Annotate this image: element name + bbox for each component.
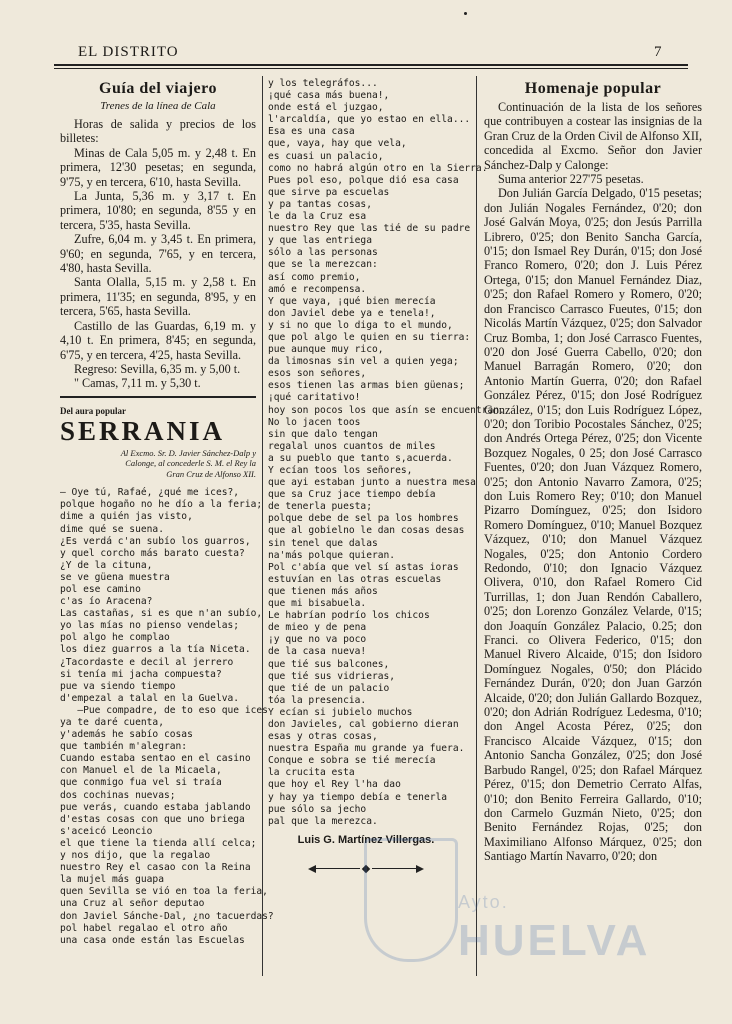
column-divider-left: [262, 76, 263, 976]
guia-paragraph: La Junta, 5,36 m. y 3,17 t. En primera, 10'80; en segunda, 8'55 y en tercera, 5'35, hasta Sevilla.: [60, 189, 256, 232]
homenaje-previous-sum: Suma anterior 227'75 pesetas.: [498, 172, 644, 187]
page-number: 7: [654, 44, 662, 60]
header-rule: [54, 64, 688, 66]
serrania-title: SERRANIA: [60, 415, 226, 446]
guia-paragraph: " Camas, 7,11 m. y 5,30 t.: [74, 376, 201, 391]
guia-paragraph: Minas de Cala 5,05 m. y 2,48 t. En primera, 12'30 pesetas; en segunda, 9'75, y en tercera, 6'10, hasta Sevilla.: [60, 145, 256, 189]
serrania-dedication: Al Excmo. Sr. D. Javier Sánchez-Dalp y Calonge, al concederle S. M. el Rey la Gran Cruz de Alfonso XII.: [120, 447, 256, 479]
homenaje-title: Homenaje popular: [524, 80, 662, 97]
watermark-line-1: Ayto.: [458, 892, 509, 912]
poem-author: Luis G. Martínez Villergas.: [297, 833, 435, 846]
guia-paragraph: Zufre, 6,04 m. y 3,45 t. En primera, 9'60; en segunda, 7'65, y en tercera, 4'80, hasta Sevilla.: [60, 232, 256, 276]
print-speck: [464, 12, 467, 15]
guia-body: [60, 117, 256, 391]
coat-of-arms-icon: [364, 838, 458, 962]
guia-title: Guía del viajero: [99, 80, 217, 97]
serrania-verse-part-1: – Oye tú, Rafaé, ¿qué me ices?, polque hogaño no he dío a la feria; dime a quién jas visto, dime qué se suena. ¿Es verdá c'an subío los guarros, y quel corcho más barato cuesta? ¿Y de la cituna, se ve güena muestra pol ese camino c'as ío Aracena? Las castañas, si es que n'an subío, yo las mías no pienso vendelas; pol algo he complao los diez guarros a la tía Niceta. ¿Tacordaste e decil al jerrero si tenía mi jacha compuesta? pue va siendo tiempo d'empezal a talal en la Guelva. —Pue compadre, de to eso que ices ya te daré cuenta, y'además he sabío cosas que también m'alegran: Cuando estaba sentao en el casino con Manuel el de la Micaela, que conmigo fua vel si traía dos cochinas nuevas; pue verás, cuando estaba jablando d'estas cosas con que uno briega s'aceicó Leoncio el que tiene la tienda allí celca; y nos dijo, que la regalao nuestro Rey el casao con la Reina la mujel más guapa quen Sevilla se vió en toa la feria, una Cruz al señor deputao don Javiel Sánche-Dal, ¿no tacuerdas? pol habel regalao el otro año una casa onde están las Escuelas: [60, 487, 274, 946]
serrania-label: Del aura popular: [60, 405, 127, 416]
newspaper-title: EL DISTRITO: [78, 44, 179, 60]
guia-subtitle: Trenes de la línea de Cala: [100, 100, 216, 112]
guia-paragraph: Regreso: Sevilla, 6,35 m. y 5,00 t.: [74, 361, 241, 376]
column-middle: [268, 78, 505, 876]
homenaje-intro: Continuación de la lista de los señores que contribuyen a costear las insignias de la Gran Cruz de la Orden Civil de Alfonso XII, concedida al Excmo. Señor don Javier Sánchez-Dalp y Calonge:: [484, 100, 702, 172]
guia-paragraph: Santa Olalla, 5,15 m. y 2,58 t. En primera, 11'35; en segunda, 8'95, y en tercera, 5'65, hasta Sevilla.: [60, 275, 256, 319]
archive-watermark: [340, 830, 670, 1010]
ornament-arrow-left-icon: [308, 865, 316, 873]
homenaje-body: [484, 100, 702, 864]
header-rule-thin: [54, 68, 688, 69]
watermark-line-2: HUELVA: [458, 916, 651, 965]
homenaje-contributor-list: Don Julián García Delgado, 0'15 pesetas; don Julián Nogales Fernández, 0'20; don José Galván Moya, 0'25; don Jesús Parrilla Librero, 0'25; don Benito Sancha García, 0'15; don Ismael Rey Durán, 0'15; don José Franco Romero, 0'20; don J. Luis Pérez Ortega, 0'15; don Manuel Fernández Diaz, 0'25; don Rafael Romero y Romero, 0'20; don Francisco Carrasco Fueutes, 0'15; don Nicolás Martín Vázquez, 0'25; don Salvador Cruz Bomba, 1; don José Carrasco Fuentes, 0'20 don José Guerra Cabello, 0'20; don Manuel Barragán Romero, 0'20; don Antonio Martín Guerra, 0'20; don Rafael González Pérez, 0'15; don José Rodríguez González, 0'15; don Luis Rodríguez López, 0'20; don Toribio Pocostales Sánchez, 0'25; don Andrés Ortega Pérez, 0'25; don Vicente Bozquez Nogales, 0 25; don José Carrasco Fuentes, 0'20; don Juan Vázquez Romero, 0'25; don Antonio Navarro Zamora, 0'25; don Luis Romero Rey; 0'10; don Manuel Pizarro Domínguez, 0'25; don Isidoro Romero Domínguez, 0'10; Manuel Bozquez Vázquez, 0'10; don Manuel Vázquez Nogales, 0'25; don Antonio Cordero Redondo, 0'10; don Ignacio Vázquez Olivera, 0'10, don Rafael Romero Cid Turrillas, 1; don Juan Rendón Caballero, 0'25; don Lorenzo González Velarde, 0'15; don Joaquín González Palacio, 0.25; don Franci. co Olivera Federico, 0'15; don Manuel Rivero Alcaide, 0'15; don Isidoro Domínguez Nogales, 0'50; don Plácido Fernández Durán, 0'20; don Juan Garzón Alcaide, 0'20; don Julián Gallardo Bozquez, 0'20; don Adrián Rodríguez Ledesma, 0'10; don Angel Acosta Pérez, 0'25; don Francisco Alcaide Vázquez, 0'15; don Antonio Sancha González, 0'25; don José Barbudo Rangel, 0'25; don Rafael Márquez Pérez, 0'15; don Demetrio Cerrato Alfas, 0'10; don Benito Ferreira Gallardo, 0'10; don Carmelo Guzmán Nieto, 0'25; don Benito Fernández Rojas, 0'25; don Maximiliano Alfonso Márquez, 0'25; don Santiago Martín Navarro, 0'20; don: [484, 186, 702, 864]
guia-paragraph: Castillo de las Guardas, 6,19 m. y 4,10 t. En primera, 8'45; en segunda, 6'75, y en tercera, 4'25, hasta Sevilla.: [60, 318, 256, 362]
column-left: [60, 78, 274, 947]
column-right: [484, 78, 702, 864]
serrania-verse-part-2: y los telegráfos... ¡qué casa más buena!, onde está el juzgao, l'arcaldía, que yo estao en ella... Esa es una casa que, vaya, hay que vela, es cuasi un palacio, como no habrá algún otro en la Sierra. Pues pol eso, polque dió esa casa que sirve pa escuelas y pa tantas cosas, le da la Cruz esa nuestro Rey que las tié de su padre y que las entriega sólo a las personas que se la merezcan: así como premio, amó e recompensa. Y que vaya, ¡qué bien merecía don Javiel debe ya e tenela!, y si no que lo diga to el mundo, que pol algo le quien en su tierra: pue aunque muy rico, da limosnas sin vel a quien yega; esos son señores, esos tienen las armas bien güenas; ¡qué caritativo! hoy son pocos los que asín se encuentran. No lo jacen toos sin que dalo tengan regalal unos cuantos de miles a su pueblo que tanto s,acuerda. Y ecían toos los señores, que ayi estaban junto a nuestra mesa que sa Cruz jace tiempo debía de tenerla puesta; polque debe de sel pa los hombres que al gobielno le dan cosas desas sin tenel que dalas na'más polque quieran. Pol c'abía que vel sí astas ioras estuvían en las otras escuelas que tienen más años que mi bisabuela. Le habrían podrío los chicos de mieo y de pena ¡y que no va poco de la casa nueva! que tié sus balcones, que tié sus vidrieras, que tié de un palacio tóa la presencia. Y ecían si jubielo muchos don Javieles, cal gobierno dieran esas y otras cosas, nuestra España mu grande ya fuera. Conque e sobra se tié merecía la crucita esta que hoy el Rey l'ha dao y hay ya tiempo debía e tenerla pue sólo sa jecho pal que la merezca.: [268, 78, 505, 827]
section-divider: [60, 396, 256, 398]
guia-paragraph: Horas de salida y precios de los billetes:: [60, 117, 256, 146]
